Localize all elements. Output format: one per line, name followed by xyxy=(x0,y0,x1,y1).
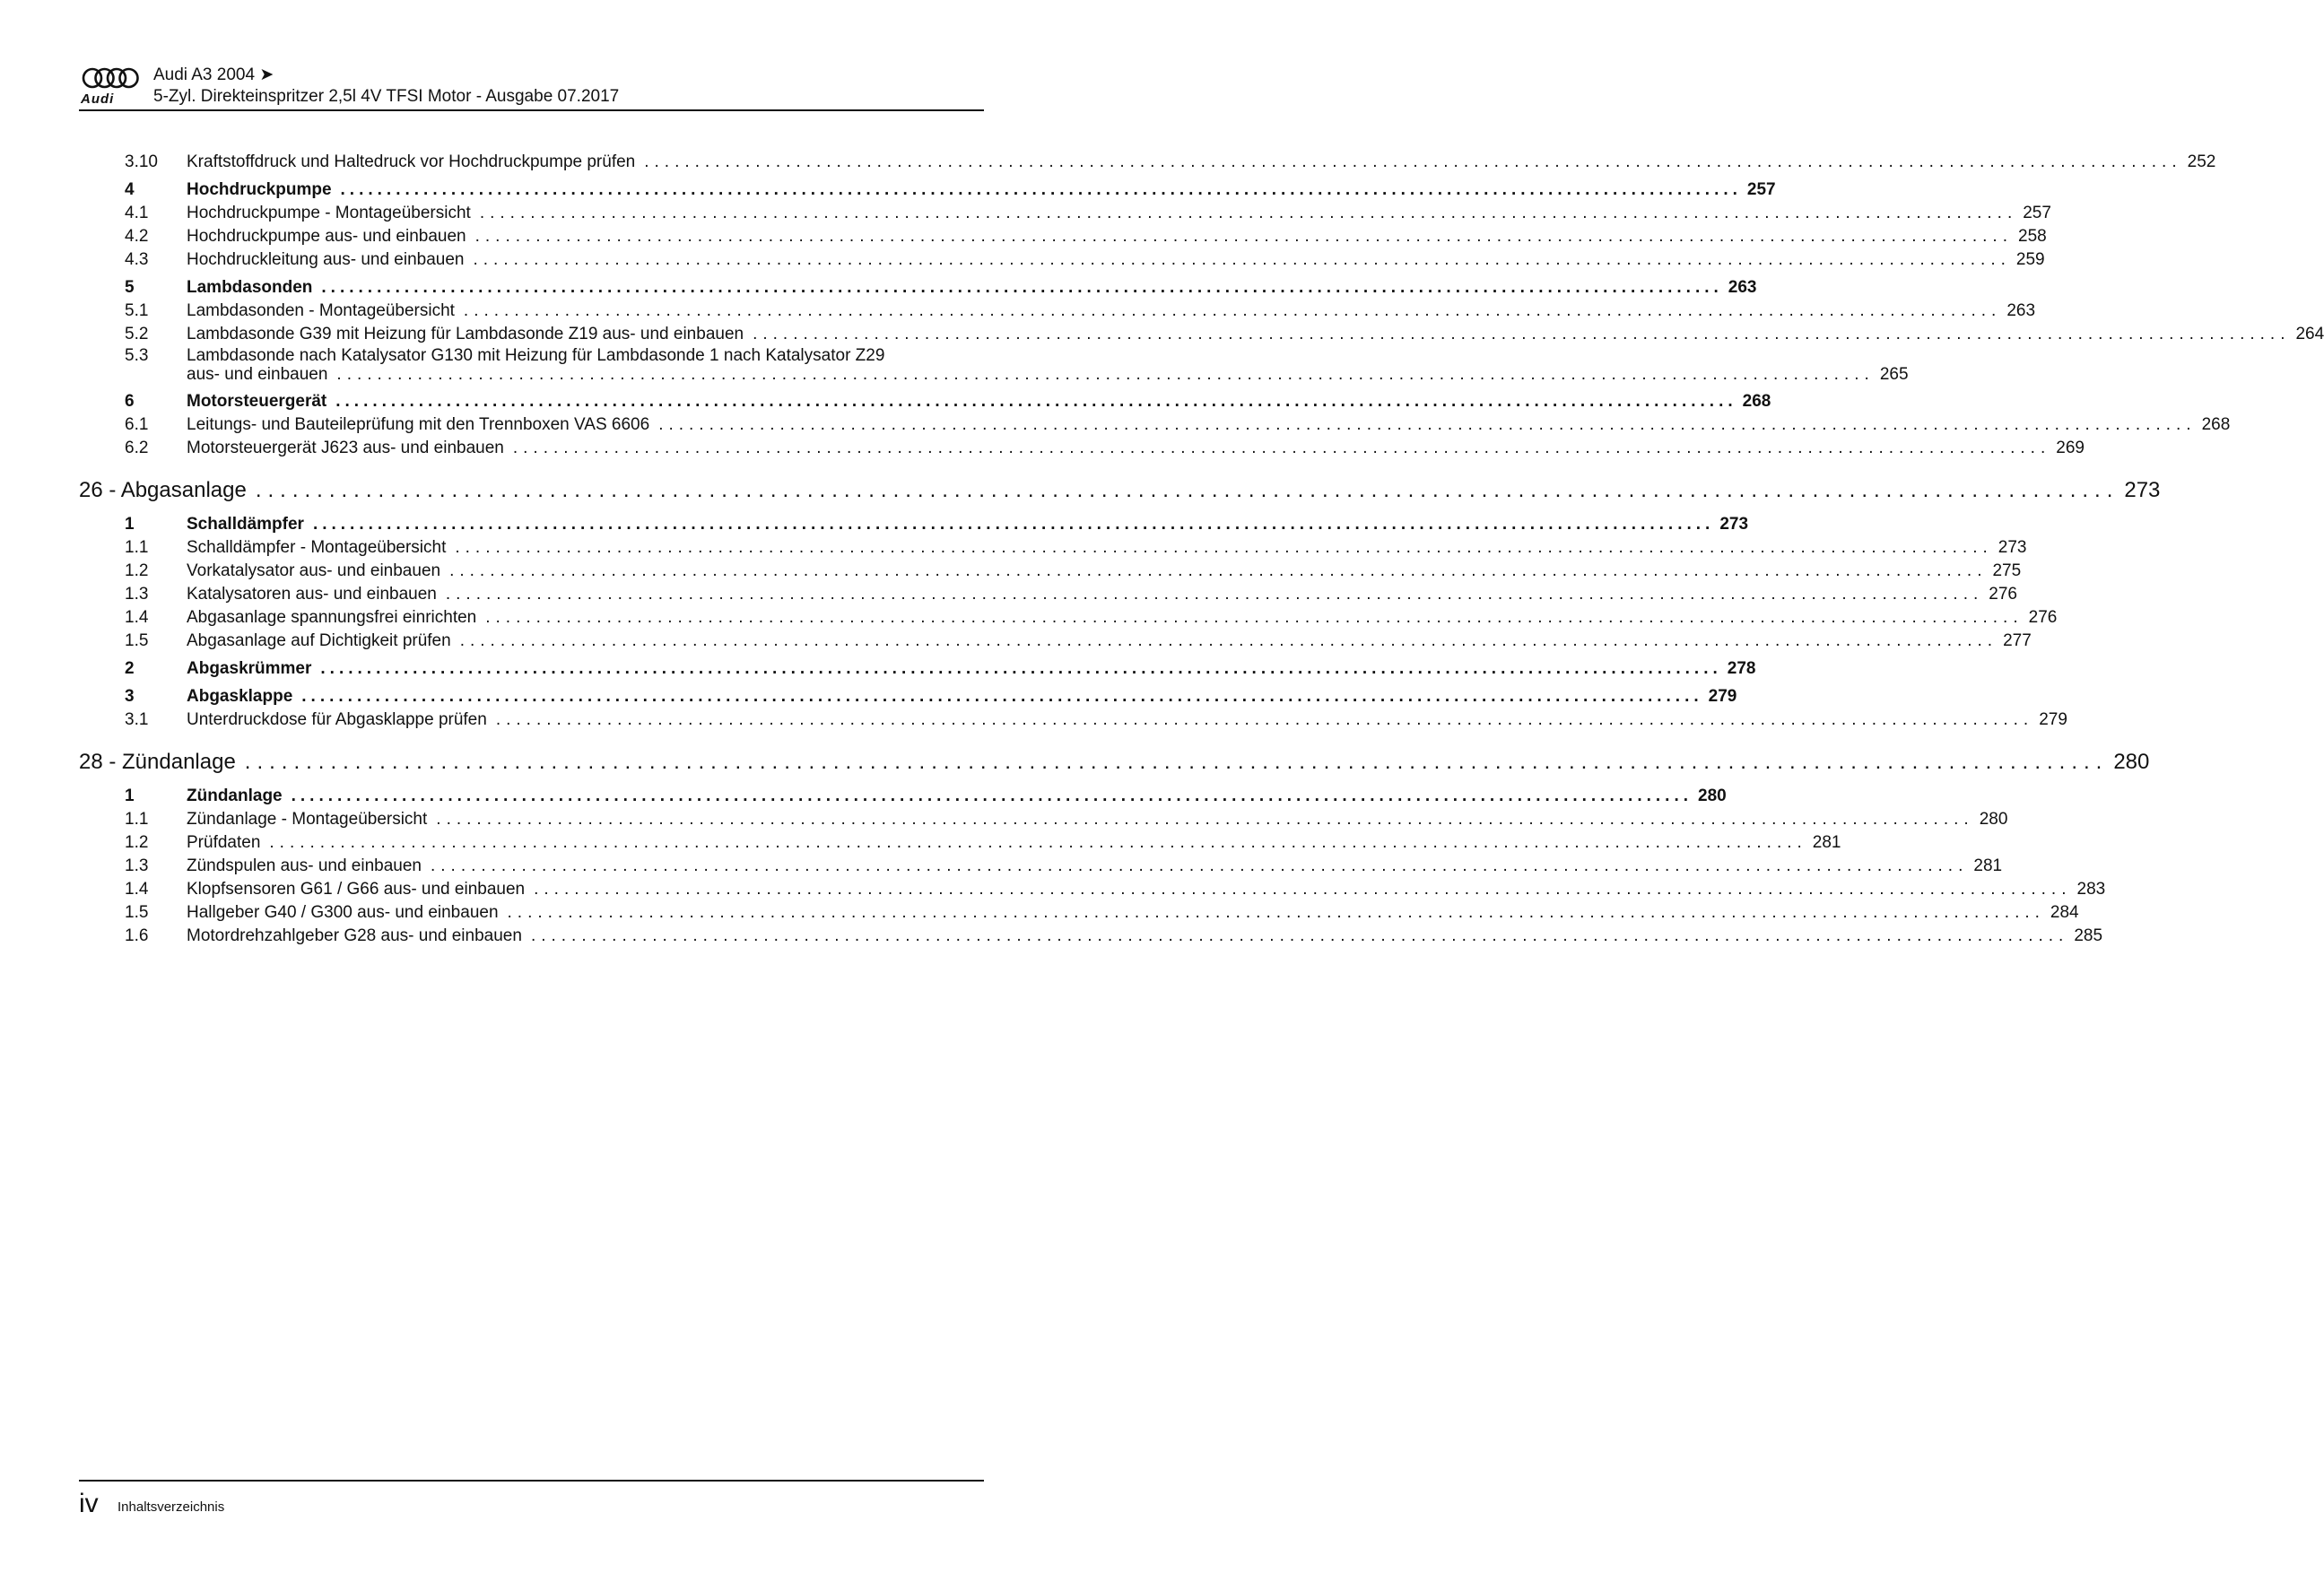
leader-dots: ........................................................................................................................................................ xyxy=(474,227,2013,246)
leader-dots: ........................................................................................................................................................ xyxy=(335,392,1737,411)
toc-entry-number: 4.2 xyxy=(125,227,149,246)
leader-dots: ........................................................................................................................................................ xyxy=(479,204,2018,222)
leader-dots: ........................................................................................................................................................ xyxy=(301,687,1703,706)
toc-entry-page: 281 xyxy=(1973,856,2003,875)
toc-entry-page: 268 xyxy=(1742,392,1771,411)
toc-entry[interactable] xyxy=(79,248,2045,272)
toc-entry-page: 279 xyxy=(2039,710,2067,729)
toc-section[interactable] xyxy=(79,276,1757,300)
table-of-contents xyxy=(79,151,2324,948)
toc-entry-title: Zündanlage - Montageübersicht xyxy=(187,810,428,829)
toc-entry-title: Abgasanlage auf Dichtigkeit prüfen xyxy=(187,631,451,650)
audi-logo xyxy=(79,66,138,106)
footer-label: Inhaltsverzeichnis xyxy=(118,1499,225,1515)
toc-entry-title: Abgasklappe xyxy=(187,687,293,706)
toc-entry[interactable] xyxy=(79,151,2216,174)
toc-entry-number: 5.3 xyxy=(125,346,149,365)
toc-entry-title: Hochdruckpumpe - Montageübersicht xyxy=(187,204,471,222)
toc-entry-number: 6.1 xyxy=(125,415,149,434)
toc-entry-page: 273 xyxy=(2124,478,2161,502)
leader-dots: ........................................................................................................................................................ xyxy=(485,608,2024,627)
leader-dots: ........................................................................................................................................................ xyxy=(658,415,2197,434)
toc-entry-number: 1.4 xyxy=(125,608,149,627)
leader-dots: ........................................................................................................................................................ xyxy=(507,903,2045,922)
toc-entry-number: 3.10 xyxy=(125,152,158,171)
toc-entry-page: 257 xyxy=(1746,180,1776,199)
leader-dots: ........................................................................................................................................................ xyxy=(320,659,1722,678)
leader-dots: ........................................................................................................................................................ xyxy=(340,180,1742,199)
toc-entry-number: 1 xyxy=(125,515,135,534)
toc-entry-page: 273 xyxy=(1719,515,1749,534)
leader-dots: ........................................................................................................................................................ xyxy=(291,786,1693,805)
leader-dots: ........................................................................................................................................................ xyxy=(455,538,1993,557)
toc-entry[interactable] xyxy=(79,323,2324,346)
toc-entry-page: 258 xyxy=(2018,227,2047,246)
toc-entry-title: Hallgeber G40 / G300 aus- und einbauen xyxy=(187,903,499,922)
toc-entry-title: Hochdruckpumpe xyxy=(187,180,332,199)
toc-entry-title: aus- und einbauen xyxy=(187,365,328,384)
toc-entry-page: 264 xyxy=(2295,325,2324,343)
toc-entry-number: 1.5 xyxy=(125,903,149,922)
toc-entry[interactable] xyxy=(79,606,2058,630)
leader-dots: ........................................................................................................................................................ xyxy=(512,439,2051,457)
toc-entry[interactable] xyxy=(79,225,2047,248)
toc-entry[interactable] xyxy=(79,300,2036,323)
footer-page-number: iv xyxy=(79,1489,99,1518)
leader-dots: ........................................................................................................................................................ xyxy=(449,561,1988,580)
toc-section[interactable] xyxy=(79,685,1737,708)
toc-entry-title: Abgaskrümmer xyxy=(187,659,312,678)
toc-entry-number: 1.3 xyxy=(125,585,149,604)
toc-section[interactable] xyxy=(79,657,1756,681)
leader-dots: ........................................................................................................................................................ xyxy=(269,833,1807,852)
leader-dots: ........................................................................................................................................................ xyxy=(321,278,1723,297)
leader-dots: ........................................................................................................................................................ xyxy=(495,710,2034,729)
toc-entry[interactable] xyxy=(79,202,2051,225)
toc-entry-page: 269 xyxy=(2056,439,2085,457)
toc-entry-number: 1.2 xyxy=(125,561,149,580)
toc-entry-title: Schalldämpfer - Montageübersicht xyxy=(187,538,447,557)
toc-entry-page: 275 xyxy=(1992,561,2022,580)
toc-entry-page: 265 xyxy=(1879,365,1909,384)
toc-entry-number: 1.1 xyxy=(125,538,149,557)
leader-dots: ........................................................................................................................................................ xyxy=(463,301,2002,320)
leader-dots: ........................................................................................................................................................ xyxy=(244,750,2109,774)
toc-entry-page: 277 xyxy=(2003,631,2032,650)
toc-entry-page: 276 xyxy=(1989,585,2017,604)
leader-dots: ........................................................................................................................................................ xyxy=(459,631,1998,650)
toc-entry[interactable] xyxy=(79,413,2231,437)
toc-entry-page: 280 xyxy=(1979,810,2008,829)
toc-entry-page: 263 xyxy=(2006,301,2036,320)
leader-dots: ........................................................................................................................................................ xyxy=(445,585,1984,604)
toc-entry-page: 278 xyxy=(1727,659,1756,678)
toc-entry[interactable] xyxy=(79,925,2103,948)
toc-entry-number: 5 xyxy=(125,278,135,297)
toc-entry-number: 5.2 xyxy=(125,325,149,343)
toc-chapter-title: 28 - Zündanlage xyxy=(79,750,236,774)
toc-entry-title: Vorkatalysator aus- und einbauen xyxy=(187,561,441,580)
toc-entry-page: 280 xyxy=(2113,750,2150,774)
toc-entry-title-line1: Lambdasonde nach Katalysator G130 mit Heizung für Lambdasonde 1 nach Katalysator Z29 xyxy=(187,346,885,365)
toc-entry[interactable] xyxy=(79,878,2106,901)
toc-entry-title: Klopfsensoren G61 / G66 aus- und einbauen xyxy=(187,880,526,899)
leader-dots: ........................................................................................................................................................ xyxy=(255,478,2119,502)
toc-chapter-title: 26 - Abgasanlage xyxy=(79,478,247,502)
toc-entry-number: 3.1 xyxy=(125,710,149,729)
toc-entry-title: Prüfdaten xyxy=(187,833,261,852)
toc-entry-number: 6 xyxy=(125,392,135,411)
toc-section[interactable] xyxy=(79,178,1776,202)
toc-entry-title: Motorsteuergerät J623 aus- und einbauen xyxy=(187,439,504,457)
toc-entry-page: 279 xyxy=(1708,687,1737,706)
toc-entry-number: 2 xyxy=(125,659,135,678)
toc-entry-title: Zündanlage xyxy=(187,786,283,805)
toc-entry-title: Hochdruckpumpe aus- und einbauen xyxy=(187,227,466,246)
toc-entry-number: 3 xyxy=(125,687,135,706)
toc-entry-page: 281 xyxy=(1812,833,1841,852)
leader-dots: ........................................................................................................................................................ xyxy=(753,325,2291,343)
toc-entry-number: 1.6 xyxy=(125,926,149,945)
toc-entry[interactable] xyxy=(79,808,2008,831)
toc-entry[interactable] xyxy=(79,583,2017,606)
toc-entry-title: Zündspulen aus- und einbauen xyxy=(187,856,422,875)
toc-entry-title: Lambdasonden xyxy=(187,278,313,297)
toc-chapter[interactable] xyxy=(79,744,2150,780)
toc-entry-title: Kraftstoffdruck und Haltedruck vor Hochdruckpumpe prüfen xyxy=(187,152,636,171)
toc-section[interactable] xyxy=(79,785,1727,808)
toc-entry[interactable] xyxy=(79,855,2003,878)
toc-entry[interactable] xyxy=(79,901,2079,925)
toc-entry-page: 257 xyxy=(2023,204,2051,222)
toc-entry-number: 4.3 xyxy=(125,250,149,269)
toc-entry-number: 6.2 xyxy=(125,439,149,457)
toc-entry[interactable] xyxy=(79,560,2022,583)
toc-entry-title: Motordrehzahlgeber G28 aus- und einbauen xyxy=(187,926,522,945)
toc-entry[interactable] xyxy=(79,346,1909,386)
leader-dots: ........................................................................................................................................................ xyxy=(534,880,2072,899)
header-divider xyxy=(79,109,984,111)
leader-dots: ........................................................................................................................................................ xyxy=(336,365,1875,384)
toc-entry[interactable] xyxy=(79,831,1841,855)
audi-wordmark: Audi xyxy=(81,91,115,107)
toc-entry-page: 283 xyxy=(2076,880,2106,899)
toc-entry[interactable] xyxy=(79,536,2027,560)
footer-divider xyxy=(79,1480,984,1482)
toc-entry[interactable] xyxy=(79,630,2032,653)
toc-entry-number: 1.2 xyxy=(125,833,149,852)
audi-rings-icon xyxy=(82,66,139,90)
toc-entry-page: 285 xyxy=(2074,926,2103,945)
toc-entry-title: Unterdruckdose für Abgasklappe prüfen xyxy=(187,710,487,729)
toc-entry-number: 1.4 xyxy=(125,880,149,899)
toc-entry-page: 252 xyxy=(2187,152,2216,171)
toc-entry-page: 263 xyxy=(1728,278,1757,297)
toc-entry-number: 5.1 xyxy=(125,301,149,320)
toc-entry-number: 4.1 xyxy=(125,204,149,222)
toc-entry-title: Hochdruckleitung aus- und einbauen xyxy=(187,250,465,269)
toc-entry-number: 1.5 xyxy=(125,631,149,650)
leader-dots: ........................................................................................................................................................ xyxy=(473,250,2011,269)
toc-chapter[interactable] xyxy=(79,473,2161,508)
toc-entry-title: Motorsteuergerät xyxy=(187,392,327,411)
toc-entry-title: Leitungs- und Bauteileprüfung mit den Trennboxen VAS 6606 xyxy=(187,415,650,434)
leader-dots: ........................................................................................................................................................ xyxy=(644,152,2182,171)
toc-entry-number: 1.3 xyxy=(125,856,149,875)
toc-entry-page: 280 xyxy=(1698,786,1727,805)
toc-entry[interactable] xyxy=(79,437,2085,460)
toc-entry-page: 268 xyxy=(2201,415,2231,434)
toc-entry-number: 1 xyxy=(125,786,135,805)
toc-entry-number: 4 xyxy=(125,180,135,199)
toc-entry-title: Lambdasonden - Montageübersicht xyxy=(187,301,455,320)
page-header xyxy=(79,63,984,111)
toc-entry-title: Katalysatoren aus- und einbauen xyxy=(187,585,437,604)
toc-entry-title: Abgasanlage spannungsfrei einrichten xyxy=(187,608,477,627)
document-subtitle: 5-Zyl. Direkteinspritzer 2,5l 4V TFSI Motor - Ausgabe 07.2017 xyxy=(153,87,620,106)
leader-dots: ........................................................................................................................................................ xyxy=(430,856,1969,875)
toc-entry-title: Schalldämpfer xyxy=(187,515,304,534)
document-title: Audi A3 2004 ➤ xyxy=(153,65,274,84)
leader-dots: ........................................................................................................................................................ xyxy=(530,926,2069,945)
toc-entry-title: Lambdasonde G39 mit Heizung für Lambdasonde Z19 aus- und einbauen xyxy=(187,325,744,343)
leader-dots: ........................................................................................................................................................ xyxy=(312,515,1715,534)
toc-entry-page: 273 xyxy=(1998,538,2027,557)
toc-entry-page: 284 xyxy=(2050,903,2079,922)
toc-section[interactable] xyxy=(79,390,1771,413)
leader-dots: ........................................................................................................................................................ xyxy=(436,810,1974,829)
toc-entry-number: 1.1 xyxy=(125,810,149,829)
toc-entry-page: 259 xyxy=(2015,250,2045,269)
toc-section[interactable] xyxy=(79,513,1749,536)
toc-entry-page: 276 xyxy=(2028,608,2058,627)
toc-entry[interactable] xyxy=(79,708,2067,732)
